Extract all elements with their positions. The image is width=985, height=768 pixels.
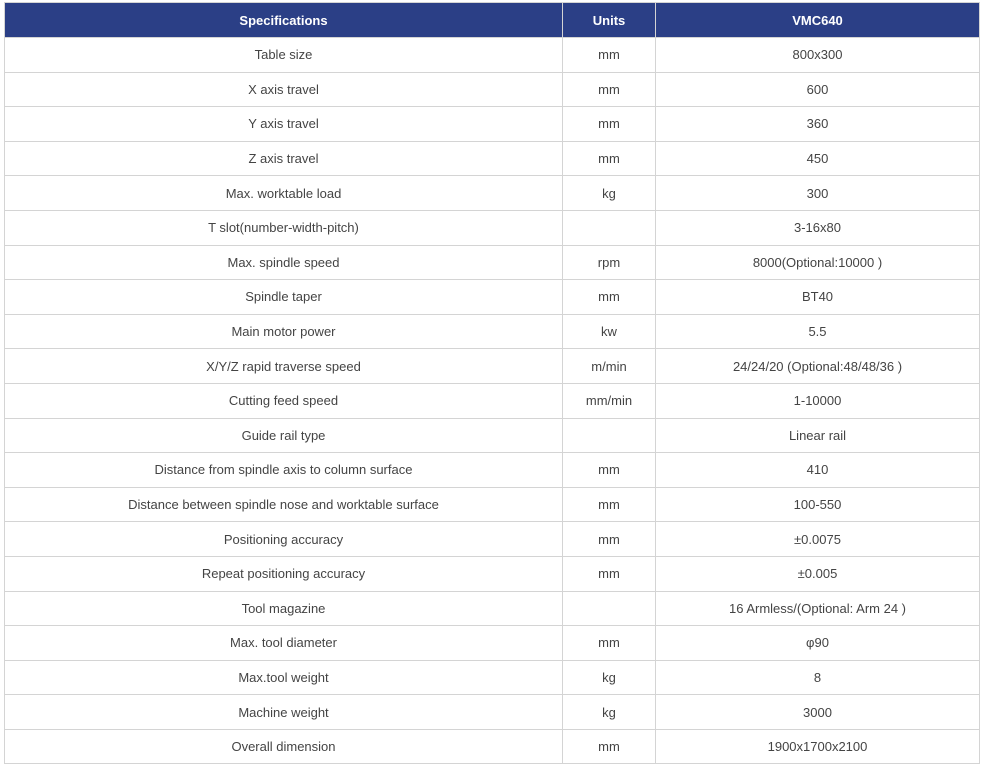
unit-cell: mm — [563, 141, 656, 176]
value-cell: 450 — [656, 141, 980, 176]
spec-name-cell: Distance between spindle nose and worktable surface — [5, 487, 563, 522]
spec-name-cell: X/Y/Z rapid traverse speed — [5, 349, 563, 384]
table-row — [5, 556, 980, 591]
unit-cell: mm — [563, 626, 656, 661]
table-row — [5, 695, 980, 730]
unit-cell: mm — [563, 487, 656, 522]
spec-name-cell: Machine weight — [5, 695, 563, 730]
unit-cell: mm/min — [563, 383, 656, 418]
unit-cell: mm — [563, 107, 656, 142]
value-cell: φ90 — [656, 626, 980, 661]
unit-cell: mm — [563, 522, 656, 557]
table-row — [5, 626, 980, 661]
value-cell: 600 — [656, 72, 980, 107]
table-header-row — [5, 3, 980, 38]
unit-cell: mm — [563, 729, 656, 764]
value-cell: 16 Armless/(Optional: Arm 24 ) — [656, 591, 980, 626]
unit-cell — [563, 591, 656, 626]
unit-cell: rpm — [563, 245, 656, 280]
value-cell: 3000 — [656, 695, 980, 730]
value-cell: BT40 — [656, 280, 980, 315]
value-cell: ±0.005 — [656, 556, 980, 591]
value-cell: 1-10000 — [656, 383, 980, 418]
value-cell: 410 — [656, 453, 980, 488]
unit-cell: mm — [563, 38, 656, 73]
unit-cell: mm — [563, 280, 656, 315]
spec-name-cell: Guide rail type — [5, 418, 563, 453]
unit-cell: kg — [563, 176, 656, 211]
spec-name-cell: Overall dimension — [5, 729, 563, 764]
spec-name-cell: Repeat positioning accuracy — [5, 556, 563, 591]
table-row — [5, 591, 980, 626]
spec-name-cell: Max. tool diameter — [5, 626, 563, 661]
spec-name-cell: Main motor power — [5, 314, 563, 349]
table-row — [5, 280, 980, 315]
spec-name-cell: Cutting feed speed — [5, 383, 563, 418]
spec-name-cell: Y axis travel — [5, 107, 563, 142]
unit-cell — [563, 210, 656, 245]
header-model: VMC640 — [656, 3, 980, 38]
table-row — [5, 522, 980, 557]
table-row — [5, 176, 980, 211]
unit-cell: mm — [563, 556, 656, 591]
unit-cell — [563, 418, 656, 453]
value-cell: 24/24/20 (Optional:48/48/36 ) — [656, 349, 980, 384]
spec-name-cell: Distance from spindle axis to column surface — [5, 453, 563, 488]
value-cell: Linear rail — [656, 418, 980, 453]
value-cell: ±0.0075 — [656, 522, 980, 557]
value-cell: 800x300 — [656, 38, 980, 73]
unit-cell: mm — [563, 72, 656, 107]
table-row — [5, 141, 980, 176]
unit-cell: mm — [563, 453, 656, 488]
value-cell: 5.5 — [656, 314, 980, 349]
table-row — [5, 418, 980, 453]
table-row — [5, 349, 980, 384]
value-cell: 8000(Optional:10000 ) — [656, 245, 980, 280]
table-row — [5, 72, 980, 107]
spec-name-cell: Max. spindle speed — [5, 245, 563, 280]
table-row — [5, 453, 980, 488]
unit-cell: m/min — [563, 349, 656, 384]
table-row — [5, 729, 980, 764]
value-cell: 3-16x80 — [656, 210, 980, 245]
spec-name-cell: X axis travel — [5, 72, 563, 107]
table-body — [5, 38, 980, 764]
table-row — [5, 210, 980, 245]
table-row — [5, 314, 980, 349]
value-cell: 360 — [656, 107, 980, 142]
value-cell: 300 — [656, 176, 980, 211]
table-row — [5, 487, 980, 522]
header-specifications: Specifications — [5, 3, 563, 38]
spec-name-cell: Positioning accuracy — [5, 522, 563, 557]
value-cell: 8 — [656, 660, 980, 695]
table-row — [5, 660, 980, 695]
unit-cell: kg — [563, 695, 656, 730]
spec-name-cell: Max.tool weight — [5, 660, 563, 695]
table-row — [5, 245, 980, 280]
specifications-table — [4, 2, 980, 764]
value-cell: 1900x1700x2100 — [656, 729, 980, 764]
spec-name-cell: Max. worktable load — [5, 176, 563, 211]
spec-name-cell: Z axis travel — [5, 141, 563, 176]
unit-cell: kw — [563, 314, 656, 349]
spec-name-cell: Table size — [5, 38, 563, 73]
table-row — [5, 38, 980, 73]
table-row — [5, 107, 980, 142]
spec-name-cell: Spindle taper — [5, 280, 563, 315]
value-cell: 100-550 — [656, 487, 980, 522]
table-row — [5, 383, 980, 418]
header-units: Units — [563, 3, 656, 38]
spec-name-cell: T slot(number-width-pitch) — [5, 210, 563, 245]
spec-name-cell: Tool magazine — [5, 591, 563, 626]
unit-cell: kg — [563, 660, 656, 695]
